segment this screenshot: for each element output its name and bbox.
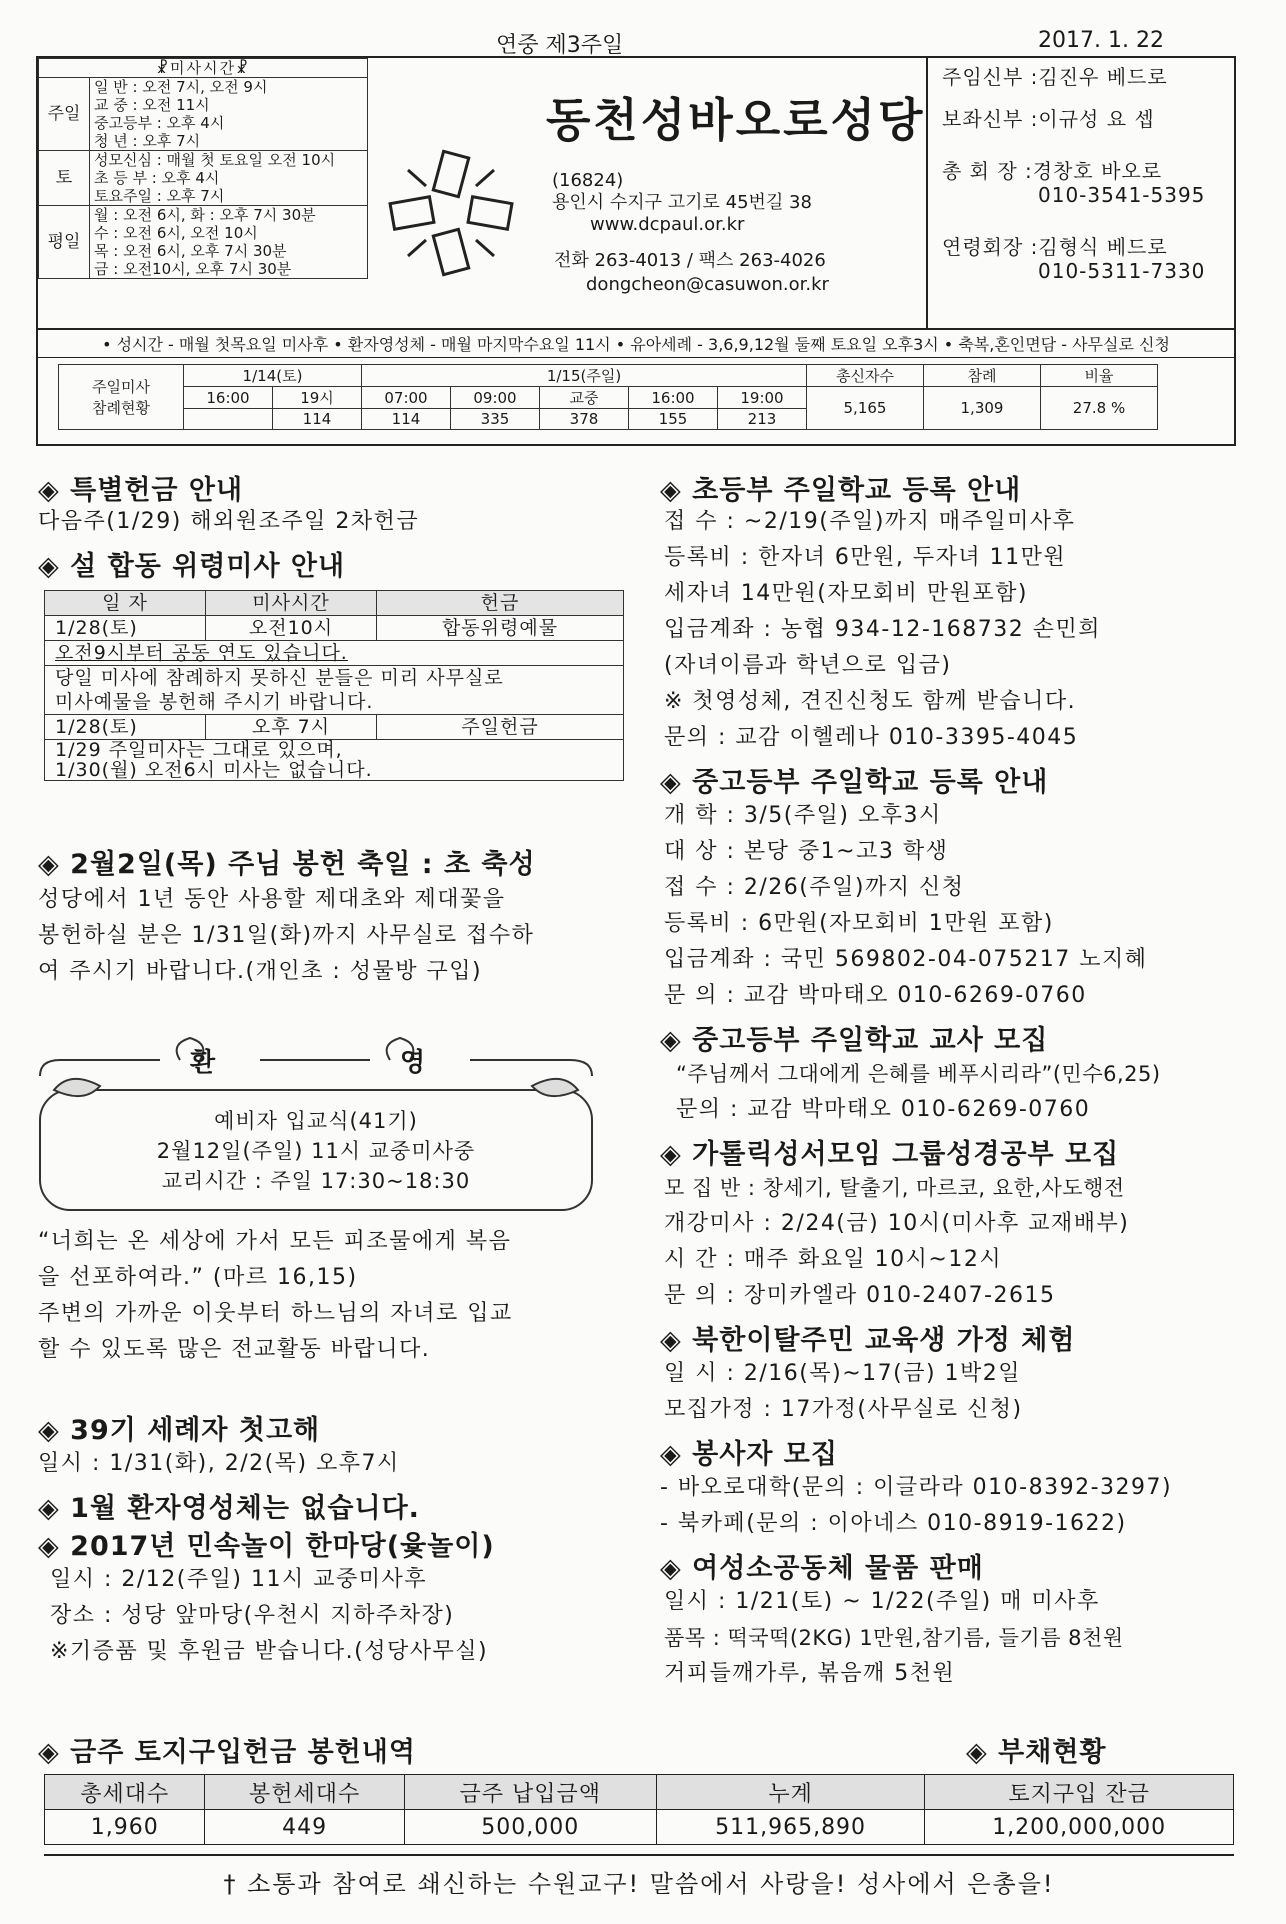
secondary-school-text: 개 학 : 3/5(주일) 오후3시	[664, 803, 942, 828]
mass-line: 월 : 오전 6시, 화 : 오후 7시 30분	[94, 206, 316, 224]
regular-notices: • 성시간 - 매월 첫목요일 미사후 • 환자영성체 - 매월 마지막수요일 11시 • 유아세례 - 3,6,9,12월 둘째 토요일 오후3시 • 축복,혼인면담 - 사무실로 신청	[38, 328, 1234, 358]
scripture-quote: 을 선포하여라.” (마르 16,15)	[38, 1265, 358, 1290]
mass-line: 중고등부 : 오후 4시	[94, 114, 225, 132]
mass-time: 16:00	[629, 387, 718, 409]
clergy-contacts	[926, 58, 1236, 328]
teacher-recruit-title: ◈ 중고등부 주일학교 교사 모집	[660, 1025, 1049, 1056]
contact-label: 보좌신부 :	[942, 107, 1039, 131]
folk-game-text: ※기증품 및 후원금 받습니다.(성당사무실)	[50, 1639, 489, 1664]
elementary-school-text: 입금계좌 : 농협 934-12-168732 손민희	[664, 617, 1101, 642]
mass-time: 09:00	[451, 387, 540, 409]
volunteer-text: - 바오로대학(문의 : 이글라라 010-8392-3297)	[660, 1475, 1173, 1500]
ratio-label: 비율	[1041, 365, 1158, 387]
elementary-school-text: 세자녀 14만원(자모회비 만원포함)	[664, 581, 1028, 606]
attendance-day: 1/15(주일)	[362, 365, 807, 387]
table-header: 일 자	[45, 591, 206, 616]
table-header: 헌금	[377, 591, 624, 616]
mass-line: 초 등 부 : 오후 4시	[94, 169, 220, 187]
table-note: 미사예물을 봉헌해 주시기 바랍니다.	[55, 691, 374, 713]
table-note: 1/29 주일미사는 그대로 있으며,	[55, 739, 343, 761]
contact-phone: 010-3541-5395	[1038, 183, 1206, 207]
attend-value: 1,309	[924, 387, 1041, 430]
elementary-school-text: 접 수 : ~2/19(주일)까지 매주일미사후	[664, 509, 1076, 534]
mass-line: 일 반 : 오전 7시, 오전 9시	[94, 78, 268, 96]
secondary-school-text: 입금계좌 : 국민 569802-04-075217 노지혜	[664, 947, 1148, 972]
land-offering-title: ◈ 금주 토지구입헌금 봉헌내역	[38, 1737, 416, 1768]
mass-time: 07:00	[362, 387, 451, 409]
candle-blessing-text: 여 주시기 바랍니다.(개인초 : 성물방 구입)	[38, 959, 483, 984]
table-header: 토지구입 잔금	[925, 1775, 1234, 1810]
mass-time: 교중	[540, 387, 629, 409]
mass-line: 금 : 오전10시, 오후 7시 30분	[94, 260, 292, 278]
mission-text: 주변의 가까운 이웃부터 하느님의 자녀로 입교	[38, 1301, 513, 1326]
bible-study-text: 문 의 : 장미카엘라 010-2407-2615	[664, 1283, 1056, 1308]
memorial-mass-table	[44, 590, 624, 781]
attendance-label: 주일미사	[92, 378, 150, 396]
mass-line: 교 중 : 오전 11시	[94, 96, 210, 114]
confession-title: ◈ 39기 세례자 첫고해	[38, 1415, 321, 1446]
contact-name: 김진우 베드로	[1038, 65, 1168, 89]
ratio-value: 27.8 %	[1041, 387, 1158, 430]
table-cell: 1/28(토)	[45, 715, 206, 740]
contact-name: 이규성 요 셉	[1038, 107, 1155, 131]
mass-line: 수 : 오전 6시, 오전 10시	[94, 224, 258, 242]
bulletin-date: 2017. 1. 22	[1038, 28, 1164, 53]
elementary-school-text: (자녀이름과 학년으로 입금)	[664, 653, 952, 678]
special-offering-text: 다음주(1/29) 해외원조주일 2차헌금	[38, 509, 420, 534]
elementary-school-text: 문의 : 교감 이헬레나 010-3395-4045	[664, 725, 1079, 750]
folk-game-title: ◈ 2017년 민속놀이 한마당(윷놀이)	[38, 1531, 495, 1562]
sale-title: ◈ 여성소공동체 물품 판매	[660, 1553, 984, 1584]
church-website: www.dcpaul.or.kr	[590, 214, 745, 235]
mass-category-sunday: 주일	[39, 78, 90, 151]
contact-label: 총 회 장 :	[942, 159, 1033, 183]
total-value: 5,165	[807, 387, 924, 430]
candle-blessing-title: ◈ 2월2일(목) 주님 봉헌 축일 : 초 축성	[38, 849, 536, 880]
volunteer-text: - 북카페(문의 : 이아네스 010-8919-1622)	[660, 1511, 1127, 1536]
church-email: dongcheon@casuwon.or.kr	[586, 274, 829, 295]
attend-label: 참례	[924, 365, 1041, 387]
table-header: 봉헌세대수	[205, 1775, 404, 1810]
welcome-line: 예비자 입교식(41기)	[214, 1109, 418, 1133]
diocese-slogan: † 소통과 참여로 쇄신하는 수원교구! 말씀에서 사랑을! 성사에서 은총을!	[44, 1854, 1234, 1899]
folk-game-text: 장소 : 성당 앞마당(우천시 지하주차장)	[50, 1603, 455, 1628]
bible-study-text: 시 간 : 매주 화요일 10시~12시	[664, 1247, 1003, 1272]
church-name: 동천성바오로성당	[546, 93, 926, 147]
week-label: 연중 제3주일	[496, 33, 624, 58]
header-box	[36, 56, 1236, 446]
table-cell: 오후 7시	[206, 715, 377, 740]
table-cell: 500,000	[404, 1810, 656, 1845]
mass-schedule-table	[38, 58, 368, 279]
candle-blessing-text: 성당에서 1년 동안 사용할 제대초와 제대꽃을	[38, 887, 506, 912]
elementary-school-text: 등록비 : 한자녀 6만원, 두자녀 11만원	[664, 545, 1067, 570]
welcome-line: 교리시간 : 주일 17:30~18:30	[161, 1169, 471, 1193]
table-cell: 1,200,000,000	[925, 1810, 1234, 1845]
contact-label: 주임신부 :	[942, 65, 1039, 89]
attendance-count: 335	[451, 409, 540, 430]
mission-text: 할 수 있도록 많은 전교활동 바랍니다.	[38, 1337, 431, 1362]
table-note: 오전9시부터 공동 연도 있습니다.	[55, 642, 348, 664]
folk-game-text: 일시 : 2/12(주일) 11시 교중미사후	[50, 1567, 427, 1592]
mass-category-weekday: 평일	[39, 206, 90, 279]
table-cell: 1,960	[45, 1810, 205, 1845]
table-header: 미사시간	[206, 591, 377, 616]
attendance-label: 참례현황	[92, 399, 150, 417]
refugee-program-text: 일 시 : 2/16(목)~17(금) 1박2일	[664, 1361, 1022, 1386]
refugee-program-text: 모집가정 : 17가정(사무실로 신청)	[664, 1397, 1023, 1422]
sale-text: 품목 : 떡국떡(2KG) 1만원,참기름, 들기름 8천원	[664, 1626, 1124, 1650]
mass-category-saturday: 토	[39, 151, 90, 206]
secondary-school-text: 접 수 : 2/26(주일)까지 신청	[664, 875, 965, 900]
bible-study-text: 개강미사 : 2/24(금) 10시(미사후 교재배부)	[664, 1211, 1130, 1236]
contact-name: 김형식 베드로	[1038, 235, 1168, 259]
church-address: 용인시 수지구 고기로 45번길 38	[552, 192, 812, 213]
postal-code: (16824)	[552, 170, 624, 191]
table-header: 총세대수	[45, 1775, 205, 1810]
elementary-school-text: ※ 첫영성체, 견진신청도 함께 받습니다.	[664, 689, 1077, 714]
table-note: 1/30(월) 오전6시 미사는 없습니다.	[55, 759, 373, 781]
contact-name: 경창호 바오로	[1032, 159, 1163, 183]
special-offering-title: ◈ 특별헌금 안내	[38, 475, 244, 506]
memorial-mass-title: ◈ 설 합동 위령미사 안내	[38, 551, 346, 582]
mass-time: 16:00	[184, 387, 273, 409]
table-cell: 449	[205, 1810, 404, 1845]
welcome-line: 2월12일(주일) 11시 교중미사중	[156, 1139, 476, 1163]
welcome-char: 영	[400, 1048, 426, 1078]
attendance-count: 155	[629, 409, 718, 430]
sick-communion-title: ◈ 1월 환자영성체는 없습니다.	[38, 1493, 420, 1524]
secondary-school-text: 대 상 : 본당 중1~고3 학생	[664, 839, 949, 864]
total-label: 총신자수	[807, 365, 924, 387]
table-header: 누계	[656, 1775, 925, 1810]
secondary-school-text: 문 의 : 교감 박마태오 010-6269-0760	[664, 983, 1087, 1008]
elementary-school-title: ◈ 초등부 주일학교 등록 안내	[660, 475, 1022, 506]
attendance-count: 378	[540, 409, 629, 430]
confession-text: 일시 : 1/31(화), 2/2(목) 오후7시	[38, 1451, 400, 1476]
contact-phone: 010-5311-7330	[1038, 259, 1206, 283]
welcome-char: 환	[190, 1048, 216, 1078]
refugee-program-title: ◈ 북한이탈주민 교육생 가정 체험	[660, 1325, 1076, 1356]
church-phone: 전화 263-4013 / 팩스 263-4026	[554, 250, 826, 271]
contact-label: 연령회장 :	[942, 235, 1039, 259]
secondary-school-title: ◈ 중고등부 주일학교 등록 안내	[660, 767, 1049, 798]
table-cell: 합동위령예물	[377, 616, 624, 641]
mass-schedule-title: ☧미사시간☧	[39, 59, 368, 78]
bible-study-title: ◈ 가톨릭성서모임 그룹성경공부 모집	[660, 1139, 1120, 1170]
attendance-count: 114	[273, 409, 362, 430]
mass-time: 19:00	[718, 387, 807, 409]
mass-time: 19시	[273, 387, 362, 409]
table-cell: 1/28(토)	[45, 616, 206, 641]
table-cell: 오전10시	[206, 616, 377, 641]
attendance-count: 114	[362, 409, 451, 430]
teacher-recruit-text: “주님께서 그대에게 은혜를 베푸시리라”(민수6,25)	[676, 1062, 1161, 1086]
secondary-school-text: 등록비 : 6만원(자모회비 1만원 포함)	[664, 911, 1054, 936]
land-offering-table	[44, 1774, 1234, 1845]
welcome-banner	[30, 1030, 602, 1218]
attendance-table	[58, 364, 1158, 430]
scripture-quote: “너희는 온 세상에 가서 모든 피조물에게 복음	[38, 1229, 512, 1254]
bible-study-text: 모 집 반 : 창세기, 탈출기, 마르코, 요한,사도행전	[664, 1176, 1125, 1200]
debt-status-title: ◈ 부채현황	[966, 1737, 1107, 1768]
attendance-count: 213	[718, 409, 807, 430]
attendance-count	[184, 409, 273, 430]
sale-text: 거피들깨가루, 볶음깨 5천원	[664, 1661, 956, 1686]
mass-line: 토요주일 : 오후 7시	[94, 187, 225, 205]
table-header: 금주 납입금액	[404, 1775, 656, 1810]
sale-text: 일시 : 1/21(토) ~ 1/22(주일) 매 미사후	[664, 1589, 1100, 1614]
table-cell: 주일헌금	[377, 715, 624, 740]
teacher-recruit-text: 문의 : 교감 박마태오 010-6269-0760	[676, 1097, 1091, 1122]
candle-blessing-text: 봉헌하실 분은 1/31일(화)까지 사무실로 접수하	[38, 923, 535, 948]
church-logo-icon	[386, 148, 516, 278]
table-cell: 511,965,890	[656, 1810, 925, 1845]
volunteer-title: ◈ 봉사자 모집	[660, 1439, 838, 1470]
mass-line: 성모신심 : 매월 첫 토요일 오전 10시	[94, 151, 336, 169]
attendance-day: 1/14(토)	[184, 365, 362, 387]
mass-line: 목 : 오전 6시, 오후 7시 30분	[94, 242, 287, 260]
mass-line: 청 년 : 오후 7시	[94, 132, 201, 150]
table-note: 당일 미사에 참례하지 못하신 분들은 미리 사무실로	[55, 667, 504, 689]
